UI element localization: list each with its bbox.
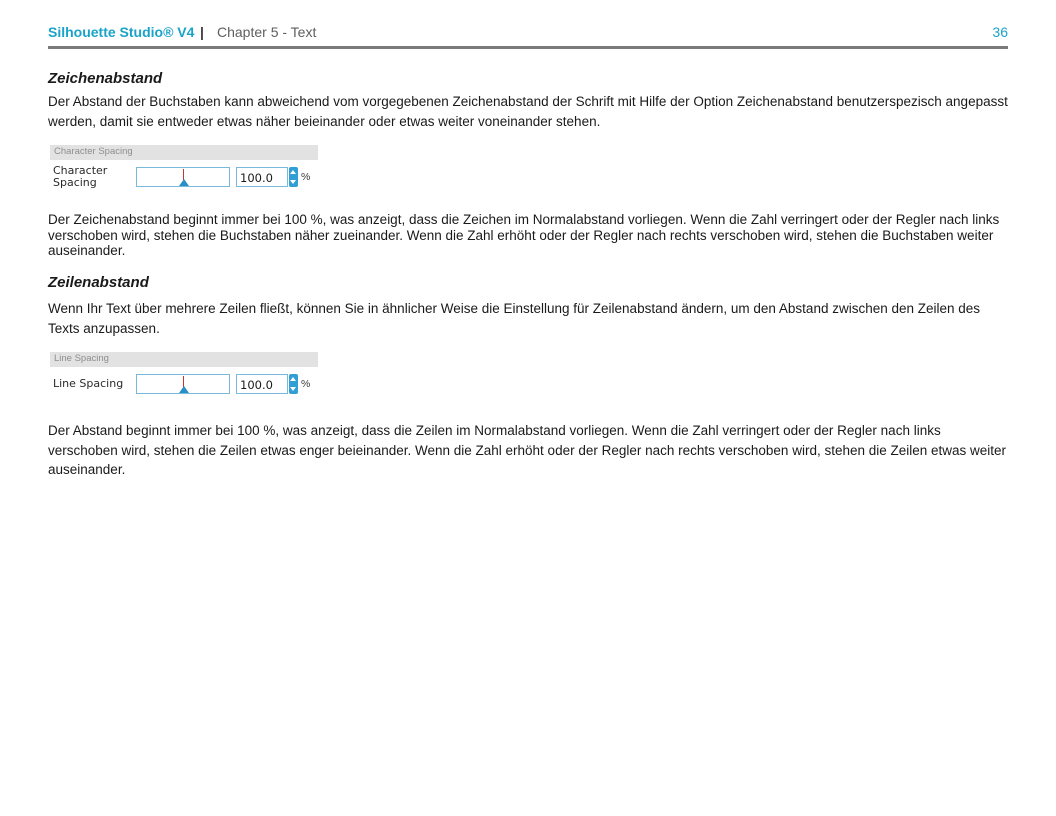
- slider-thumb[interactable]: [179, 179, 189, 186]
- line-spacing-stepper[interactable]: [289, 374, 298, 394]
- stepper-down-icon[interactable]: [290, 180, 296, 184]
- percent-unit: %: [301, 171, 311, 183]
- character-spacing-label: Character Spacing: [53, 164, 108, 189]
- line-spacing-label: Line Spacing: [53, 377, 124, 390]
- panel-titlebar: [50, 352, 318, 367]
- slider-thumb[interactable]: [179, 386, 189, 393]
- section-heading-zeilenabstand: Zeilenabstand: [48, 274, 149, 291]
- brand-title: Silhouette Studio® V4: [48, 24, 195, 40]
- character-spacing-panel: [50, 145, 318, 197]
- character-spacing-stepper[interactable]: [289, 167, 298, 187]
- panel-titlebar: [50, 145, 318, 160]
- section-outro-zeichenabstand: Der Zeichenabstand beginnt immer bei 100 %, was anzeigt, dass die Zeichen im Normalabstand vorliegen. Wenn die Zahl verringert oder der Regler nach links verschoben wird, stehen die Buchstaben näher zueinander. Wenn die Zahl erhöht oder der Regler nach rechts verschoben wird, stehen die Buchstaben weiter auseinander.: [48, 212, 1000, 258]
- line-spacing-panel: [50, 352, 318, 404]
- header-separator: |: [200, 24, 204, 40]
- line-spacing-slider[interactable]: [136, 374, 230, 394]
- panel-title: Line Spacing: [54, 353, 109, 364]
- line-spacing-input[interactable]: 100.0: [236, 374, 288, 394]
- character-spacing-slider[interactable]: [136, 167, 230, 187]
- section-outro-zeilenabstand: Der Abstand beginnt immer bei 100 %, was anzeigt, dass die Zeilen im Normalabstand vorliegen. Wenn die Zahl verringert oder der Regler nach links verschoben wird, stehen die Zeilen etwas enger beieinander. Wenn die Zahl erhöht oder der Regler nach rechts verschoben wird, stehen die Zeilen etwas weiter auseinander.: [48, 423, 1007, 477]
- chapter-title: Chapter 5 - Text: [217, 24, 317, 40]
- section-heading-zeichenabstand: Zeichenabstand: [48, 70, 163, 87]
- panel-title: Character Spacing: [54, 146, 133, 157]
- section-intro-zeilenabstand: Wenn Ihr Text über mehrere Zeilen fließt, können Sie in ähnlicher Weise die Einstellung für Zeilenabstand ändern, um den Abstand zwischen den Zeilen des Texts anzupassen.: [48, 301, 981, 336]
- page-number: 36: [992, 24, 1008, 40]
- section-intro-zeichenabstand: Der Abstand der Buchstaben kann abweichend vom vorgegebenen Zeichenabstand der Schrift mit Hilfe der Option Zeichenabstand benutzerspezisch angepasst werden, damit sie entweder etwas näher beieinander oder etwas weiter voneinander stehen.: [48, 94, 1008, 129]
- stepper-up-icon[interactable]: [290, 170, 296, 174]
- stepper-up-icon[interactable]: [290, 377, 296, 381]
- stepper-down-icon[interactable]: [290, 387, 296, 391]
- percent-unit: %: [301, 378, 311, 390]
- character-spacing-input[interactable]: 100.0: [236, 167, 288, 187]
- page-header: [48, 24, 1008, 49]
